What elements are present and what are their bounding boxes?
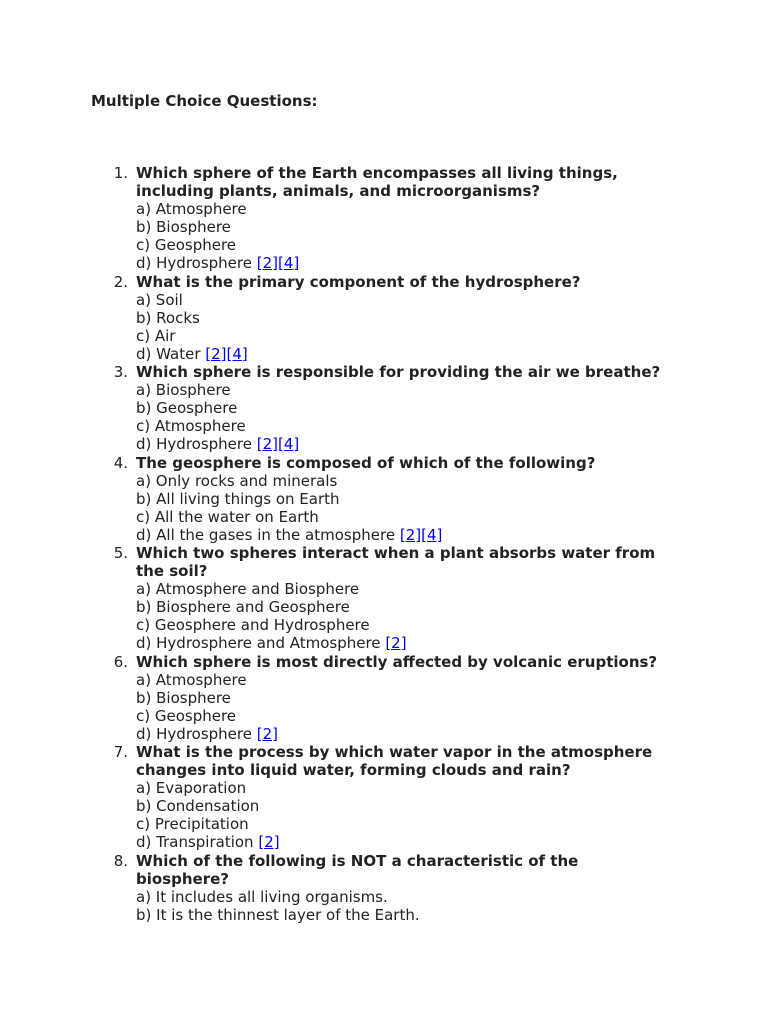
question-number: 4. bbox=[113, 453, 128, 472]
option-d-label: d) Transpiration bbox=[136, 833, 254, 852]
question-text: The geosphere is composed of which of the following? bbox=[136, 453, 596, 472]
option-d-label: d) All the gases in the atmosphere bbox=[136, 525, 396, 544]
option-b: b) Biosphere and Geosphere bbox=[136, 598, 350, 617]
option-c: c) Geosphere bbox=[136, 236, 237, 255]
option-d-label: d) Hydrosphere and Atmosphere bbox=[136, 634, 381, 653]
option-d bbox=[136, 725, 668, 743]
citation-link[interactable]: [2] bbox=[256, 254, 279, 273]
citation-link[interactable]: [2] bbox=[399, 525, 422, 544]
citation-link[interactable]: [2] bbox=[256, 724, 279, 743]
citation-link[interactable]: [2] bbox=[256, 435, 279, 454]
question-item-2 bbox=[113, 272, 668, 363]
option-d bbox=[136, 254, 668, 272]
option-d-label: d) Hydrosphere bbox=[136, 254, 252, 273]
option-a: a) It includes all living organisms. bbox=[136, 887, 388, 906]
option-b: b) Biosphere bbox=[136, 688, 231, 707]
option-d bbox=[136, 526, 668, 544]
citation-link[interactable]: [4] bbox=[421, 525, 443, 544]
question-item-5 bbox=[113, 543, 668, 653]
option-c: c) Precipitation bbox=[136, 815, 249, 834]
question-text: What is the process by which water vapor in the atmosphere changes into liquid water, forming clouds and rain? bbox=[136, 743, 653, 780]
question-text: Which of the following is NOT a characteristic of the biosphere? bbox=[136, 851, 579, 888]
question-item-8 bbox=[113, 851, 668, 924]
question-text: Which sphere is most directly affected by volcanic eruptions? bbox=[136, 652, 658, 671]
citation-link[interactable]: [2] bbox=[385, 634, 407, 653]
option-b: b) Biosphere bbox=[136, 218, 231, 237]
citation-link[interactable]: [4] bbox=[278, 254, 300, 273]
option-c: c) Geosphere bbox=[136, 706, 237, 725]
question-number: 1. bbox=[113, 164, 128, 182]
question-number: 8. bbox=[113, 851, 128, 870]
question-item-4 bbox=[113, 453, 668, 544]
option-d bbox=[136, 833, 668, 851]
question-number: 2. bbox=[113, 272, 128, 291]
question-text: Which two spheres interact when a plant absorbs water from the soil? bbox=[136, 543, 656, 581]
option-d bbox=[136, 435, 668, 453]
question-item-1 bbox=[113, 164, 668, 273]
option-a: a) Atmosphere bbox=[136, 670, 247, 689]
question-item-7 bbox=[113, 743, 668, 852]
option-b: b) Condensation bbox=[136, 797, 260, 816]
option-c: c) Air bbox=[136, 326, 176, 345]
option-d-label: d) Water bbox=[136, 344, 201, 363]
question-item-3 bbox=[113, 363, 668, 454]
option-b: b) It is the thinnest layer of the Earth. bbox=[136, 905, 420, 924]
option-b: b) Geosphere bbox=[136, 399, 238, 418]
option-c: c) Atmosphere bbox=[136, 417, 246, 436]
option-a: a) Only rocks and minerals bbox=[136, 471, 338, 490]
question-number: 7. bbox=[113, 743, 128, 761]
question-number: 3. bbox=[113, 363, 128, 382]
question-list bbox=[113, 164, 668, 924]
option-a: a) Evaporation bbox=[136, 779, 247, 798]
citation-link[interactable]: [4] bbox=[226, 344, 248, 363]
option-d bbox=[136, 634, 668, 652]
citation-link[interactable]: [2] bbox=[258, 833, 280, 852]
option-a: a) Soil bbox=[136, 290, 183, 309]
question-number: 6. bbox=[113, 652, 128, 671]
question-item-6 bbox=[113, 652, 668, 743]
question-text: What is the primary component of the hydrosphere? bbox=[136, 272, 581, 291]
option-c: c) All the water on Earth bbox=[136, 507, 319, 526]
option-a: a) Atmosphere and Biosphere bbox=[136, 580, 360, 599]
option-d-label: d) Hydrosphere bbox=[136, 435, 252, 454]
question-text: Which sphere of the Earth encompasses all living things, including plants, animals, and microorganisms? bbox=[136, 164, 618, 201]
option-d bbox=[136, 345, 668, 363]
question-text: Which sphere is responsible for providing the air we breathe? bbox=[136, 363, 661, 382]
option-a: a) Biosphere bbox=[136, 381, 231, 400]
option-b: b) Rocks bbox=[136, 308, 200, 327]
option-a: a) Atmosphere bbox=[136, 200, 247, 219]
question-number: 5. bbox=[113, 543, 128, 562]
option-d-label: d) Hydrosphere bbox=[136, 724, 252, 743]
option-b: b) All living things on Earth bbox=[136, 489, 340, 508]
citation-link[interactable]: [2] bbox=[205, 344, 227, 363]
page-heading: Multiple Choice Questions: bbox=[91, 92, 318, 110]
option-c: c) Geosphere and Hydrosphere bbox=[136, 616, 370, 635]
citation-link[interactable]: [4] bbox=[278, 435, 300, 454]
